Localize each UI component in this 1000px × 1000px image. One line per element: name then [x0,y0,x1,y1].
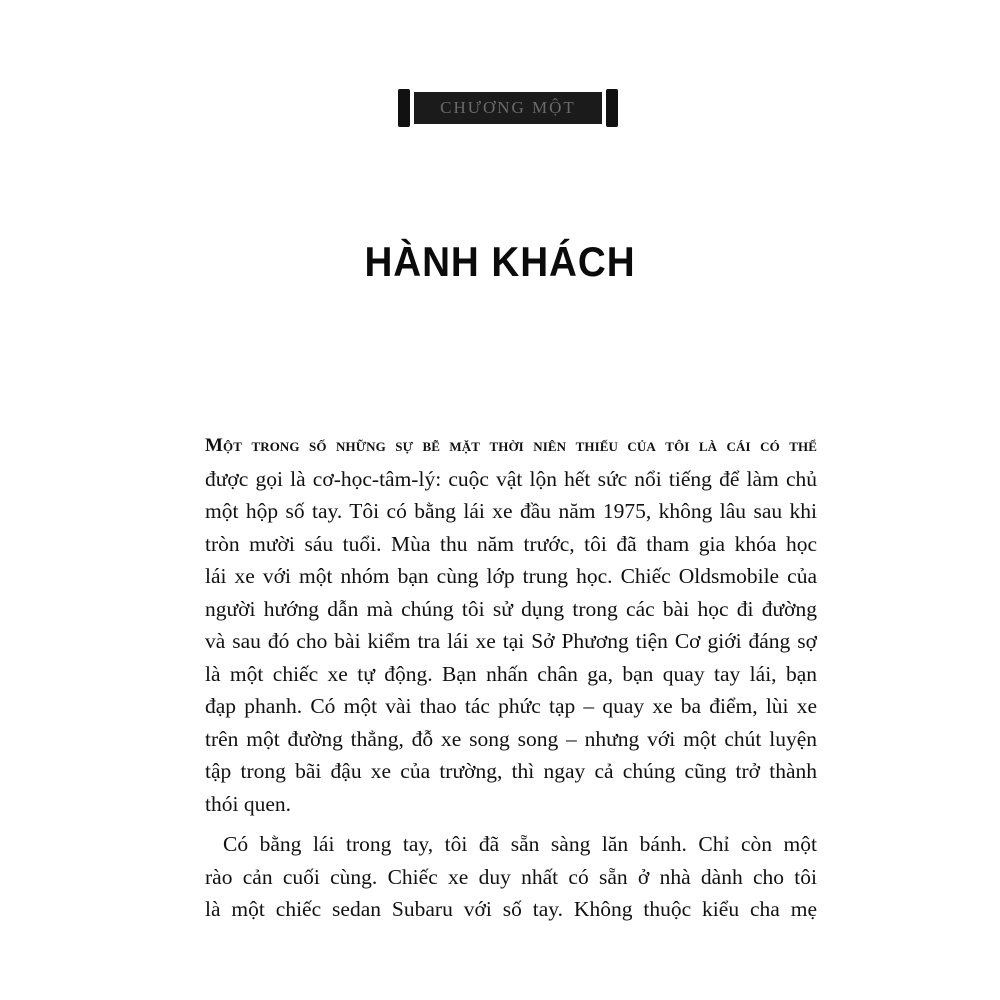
text-line: đạp phanh. Có một vài thao tác phức tạp – quay xe ba điểm, lùi xe [205,694,817,718]
paragraph-1 [205,430,817,820]
text-line: được gọi là cơ-học-tâm-lý: cuộc vật lộn hết sức nổi tiếng để làm chủ [205,466,817,491]
text-line: thói quen. [205,791,291,816]
banner-right-cap [606,89,618,127]
text-line: một hộp số tay. Tôi có bằng lái xe đầu năm 1975, không lâu sau khi [205,499,817,523]
banner-left-cap [398,89,410,127]
text-line: lái xe với một nhóm bạn cùng lớp trung học. Chiếc Oldsmobile của [205,564,817,588]
text-line: người hướng dẫn mà chúng tôi sử dụng trong các bài học đi đường [205,596,817,621]
text-line: Có bằng lái trong tay, tôi đã sẵn sàng lăn bánh. Chỉ còn một [223,832,817,856]
text-line: tròn mười sáu tuổi. Mùa thu năm trước, tôi đã tham gia khóa học [205,531,817,556]
text-line: rào cản cuối cùng. Chiếc xe duy nhất có sẵn ở nhà dành cho tôi [205,864,817,889]
text-line: là một chiếc xe tự động. Bạn nhấn chân ga, bạn quay tay lái, bạn [205,661,817,686]
text-line: tập trong bãi đậu xe của trường, thì ngay cả chúng cũng trở thành [205,759,817,783]
banner-bar [414,92,602,124]
text-line: và sau đó cho bài kiểm tra lái xe tại Sở Phương tiện Cơ giới đáng sợ [205,629,817,653]
text-line: là một chiếc sedan Subaru với số tay. Không thuộc kiểu cha mẹ [205,897,817,921]
text-line: trên một đường thẳng, đỗ xe song song – nhưng với một chút luyện [205,726,817,751]
text-line: Một trong số những sự bẽ mặt thời niên thiếu của tôi là cái có thể [205,435,817,456]
chapter-banner [398,89,618,127]
chapter-body [205,430,817,926]
chapter-title: HÀNH KHÁCH [364,238,636,285]
chapter-label: CHƯƠNG MỘT [440,98,576,117]
paragraph-2 [205,828,817,926]
